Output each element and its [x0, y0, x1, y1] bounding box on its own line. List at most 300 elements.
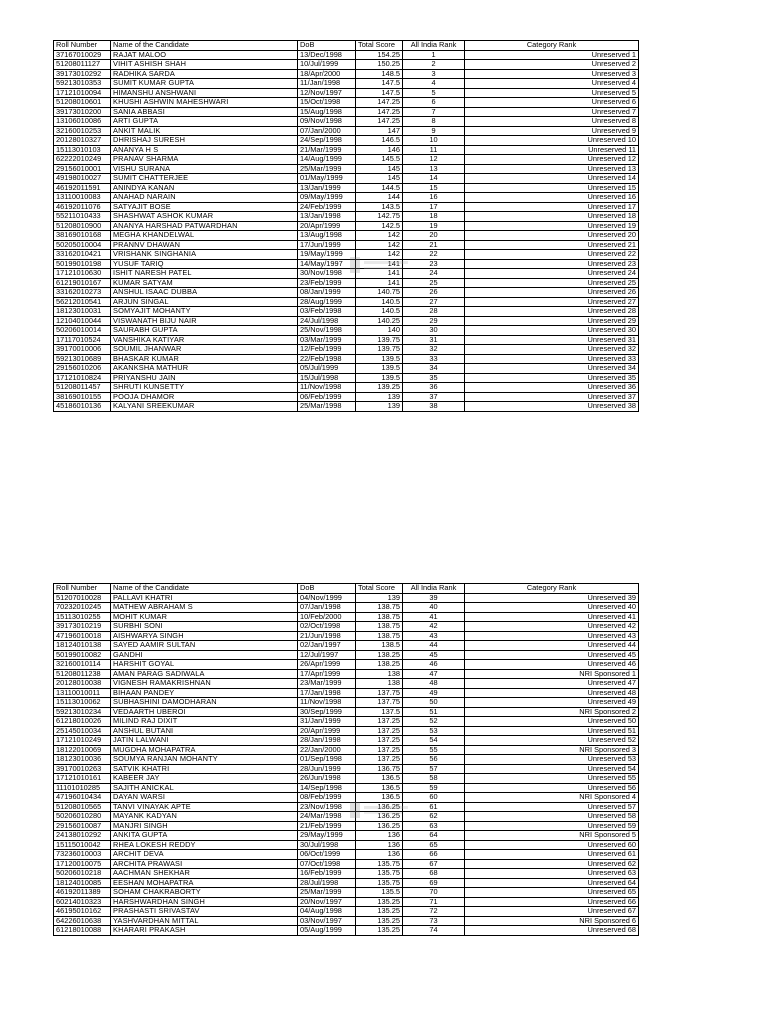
all-india-rank-cell: 13: [403, 164, 465, 174]
roll-number-cell: 37167010029: [54, 50, 111, 60]
dob-cell: 06/Oct/1999: [298, 850, 356, 860]
all-india-rank-cell: 28: [403, 307, 465, 317]
candidate-name-cell: MOHIT KUMAR: [111, 612, 298, 622]
roll-number-cell: 17121010249: [54, 736, 111, 746]
all-india-rank-cell: 11: [403, 145, 465, 155]
table-row: [54, 888, 639, 898]
total-score-cell: 148.5: [356, 69, 403, 79]
all-india-rank-cell: 58: [403, 774, 465, 784]
category-rank-cell: Unreserved 60: [465, 840, 639, 850]
table-row: [54, 88, 639, 98]
total-score-cell: 139.5: [356, 364, 403, 374]
table-row: [54, 364, 639, 374]
candidate-name-cell: VISHU SURANA: [111, 164, 298, 174]
category-rank-cell: Unreserved 42: [465, 622, 639, 632]
all-india-rank-cell: 68: [403, 869, 465, 879]
total-score-cell: 136: [356, 831, 403, 841]
header-total-score: Total Score: [356, 584, 403, 594]
dob-cell: 13/Jan/1999: [298, 183, 356, 193]
roll-number-cell: 61218010088: [54, 926, 111, 936]
total-score-cell: 135.75: [356, 869, 403, 879]
table-row: [54, 183, 639, 193]
category-rank-cell: Unreserved 36: [465, 383, 639, 393]
all-india-rank-cell: 63: [403, 821, 465, 831]
category-rank-cell: Unreserved 24: [465, 269, 639, 279]
dob-cell: 28/Jan/1998: [298, 736, 356, 746]
category-rank-cell: Unreserved 18: [465, 212, 639, 222]
category-rank-cell: Unreserved 6: [465, 98, 639, 108]
table-row: [54, 250, 639, 260]
category-rank-cell: Unreserved 56: [465, 783, 639, 793]
roll-number-cell: 15113010103: [54, 145, 111, 155]
table-row: [54, 117, 639, 127]
roll-number-cell: 15113010062: [54, 698, 111, 708]
table-row: [54, 326, 639, 336]
category-rank-cell: Unreserved 61: [465, 850, 639, 860]
total-score-cell: 136: [356, 850, 403, 860]
all-india-rank-cell: 36: [403, 383, 465, 393]
dob-cell: 03/Mar/1999: [298, 335, 356, 345]
all-india-rank-cell: 62: [403, 812, 465, 822]
table-row: [54, 392, 639, 402]
table-row: [54, 878, 639, 888]
roll-number-cell: 46192011591: [54, 183, 111, 193]
category-rank-cell: Unreserved 7: [465, 107, 639, 117]
total-score-cell: 136.25: [356, 821, 403, 831]
candidate-name-cell: TANVI VINAYAK APTE: [111, 802, 298, 812]
candidate-name-cell: VISWANATH BIJU NAIR: [111, 316, 298, 326]
table-row: [54, 726, 639, 736]
total-score-cell: 135.25: [356, 916, 403, 926]
candidate-name-cell: SOHAM CHAKRABORTY: [111, 888, 298, 898]
all-india-rank-cell: 4: [403, 79, 465, 89]
dob-cell: 10/Feb/2000: [298, 612, 356, 622]
all-india-rank-cell: 74: [403, 926, 465, 936]
category-rank-cell: Unreserved 23: [465, 259, 639, 269]
total-score-cell: 139.25: [356, 383, 403, 393]
roll-number-cell: 13110010083: [54, 193, 111, 203]
roll-number-cell: 50206010014: [54, 326, 111, 336]
roll-number-cell: 59213010234: [54, 707, 111, 717]
roll-number-cell: 38169010168: [54, 231, 111, 241]
candidate-name-cell: SURBHI SONI: [111, 622, 298, 632]
roll-number-cell: 70232010245: [54, 603, 111, 613]
all-india-rank-cell: 57: [403, 764, 465, 774]
table-row: [54, 193, 639, 203]
roll-number-cell: 17121010824: [54, 373, 111, 383]
roll-number-cell: 51208010565: [54, 802, 111, 812]
all-india-rank-cell: 66: [403, 850, 465, 860]
candidate-name-cell: ARJUN SINGAL: [111, 297, 298, 307]
category-rank-cell: Unreserved 39: [465, 593, 639, 603]
header-row: [54, 584, 639, 594]
category-rank-cell: Unreserved 51: [465, 726, 639, 736]
total-score-cell: 137.25: [356, 745, 403, 755]
table-row: [54, 755, 639, 765]
total-score-cell: 136.5: [356, 774, 403, 784]
roll-number-cell: 17117010524: [54, 335, 111, 345]
roll-number-cell: 59213010689: [54, 354, 111, 364]
candidate-name-cell: SAJITH ANICKAL: [111, 783, 298, 793]
all-india-rank-cell: 35: [403, 373, 465, 383]
dob-cell: 15/Aug/1998: [298, 107, 356, 117]
roll-number-cell: 61218010026: [54, 717, 111, 727]
total-score-cell: 154.25: [356, 50, 403, 60]
roll-number-cell: 38169010155: [54, 392, 111, 402]
category-rank-cell: Unreserved 19: [465, 221, 639, 231]
table-row: [54, 603, 639, 613]
total-score-cell: 136.75: [356, 764, 403, 774]
all-india-rank-cell: 70: [403, 888, 465, 898]
table-row: [54, 278, 639, 288]
roll-number-cell: 29156010206: [54, 364, 111, 374]
header-candidate-name: Name of the Candidate: [111, 41, 298, 51]
table-row: [54, 707, 639, 717]
table-row: [54, 240, 639, 250]
table-row: [54, 736, 639, 746]
roll-number-cell: 39170010263: [54, 764, 111, 774]
dob-cell: 24/Sep/1998: [298, 136, 356, 146]
total-score-cell: 135.5: [356, 888, 403, 898]
category-rank-cell: Unreserved 26: [465, 288, 639, 298]
dob-cell: 07/Oct/1998: [298, 859, 356, 869]
total-score-cell: 140: [356, 326, 403, 336]
candidate-name-cell: ANANYA HARSHAD PATWARDHAN: [111, 221, 298, 231]
all-india-rank-cell: 59: [403, 783, 465, 793]
table-row: [54, 107, 639, 117]
total-score-cell: 135.25: [356, 926, 403, 936]
dob-cell: 08/Feb/1999: [298, 793, 356, 803]
all-india-rank-cell: 69: [403, 878, 465, 888]
all-india-rank-cell: 18: [403, 212, 465, 222]
category-rank-cell: Unreserved 29: [465, 316, 639, 326]
total-score-cell: 137.75: [356, 688, 403, 698]
roll-number-cell: 51208010900: [54, 221, 111, 231]
category-rank-cell: Unreserved 28: [465, 307, 639, 317]
candidate-name-cell: SATVIK KHATRI: [111, 764, 298, 774]
candidate-name-cell: KUMAR SATYAM: [111, 278, 298, 288]
table-row: [54, 297, 639, 307]
roll-number-cell: 73236010003: [54, 850, 111, 860]
candidate-name-cell: PRANNV DHAWAN: [111, 240, 298, 250]
category-rank-cell: Unreserved 53: [465, 755, 639, 765]
category-rank-cell: Unreserved 20: [465, 231, 639, 241]
table-row: [54, 98, 639, 108]
total-score-cell: 135.25: [356, 897, 403, 907]
table-row: [54, 869, 639, 879]
candidate-name-cell: SUMIT CHATTERJEE: [111, 174, 298, 184]
dob-cell: 02/Jan/1997: [298, 641, 356, 651]
total-score-cell: 135.25: [356, 907, 403, 917]
dob-cell: 29/May/1999: [298, 831, 356, 841]
table-row: [54, 812, 639, 822]
total-score-cell: 138: [356, 679, 403, 689]
table-row: [54, 345, 639, 355]
all-india-rank-cell: 50: [403, 698, 465, 708]
category-rank-cell: Unreserved 2: [465, 60, 639, 70]
roll-number-cell: 62222010249: [54, 155, 111, 165]
all-india-rank-cell: 23: [403, 259, 465, 269]
candidate-name-cell: ANKITA GUPTA: [111, 831, 298, 841]
total-score-cell: 142: [356, 240, 403, 250]
roll-number-cell: 18124010138: [54, 641, 111, 651]
table-row: [54, 79, 639, 89]
table-row: [54, 764, 639, 774]
category-rank-cell: Unreserved 48: [465, 688, 639, 698]
category-rank-cell: Unreserved 30: [465, 326, 639, 336]
roll-number-cell: 18123010036: [54, 755, 111, 765]
roll-number-cell: 18124010085: [54, 878, 111, 888]
dob-cell: 14/Sep/1998: [298, 783, 356, 793]
table-row: [54, 641, 639, 651]
candidate-name-cell: MUGDHA MOHAPATRA: [111, 745, 298, 755]
all-india-rank-cell: 9: [403, 126, 465, 136]
category-rank-cell: Unreserved 52: [465, 736, 639, 746]
category-rank-cell: Unreserved 41: [465, 612, 639, 622]
category-rank-cell: Unreserved 40: [465, 603, 639, 613]
dob-cell: 08/Jan/1999: [298, 288, 356, 298]
roll-number-cell: 59213010353: [54, 79, 111, 89]
table-row: [54, 859, 639, 869]
table-row: [54, 907, 639, 917]
candidate-name-cell: ARCHITA PRAWASI: [111, 859, 298, 869]
dob-cell: 25/Mar/1999: [298, 164, 356, 174]
total-score-cell: 139: [356, 593, 403, 603]
category-rank-cell: Unreserved 32: [465, 345, 639, 355]
dob-cell: 30/Nov/1998: [298, 269, 356, 279]
all-india-rank-cell: 6: [403, 98, 465, 108]
roll-number-cell: 39173010292: [54, 69, 111, 79]
candidate-name-cell: AACHMAN SHEKHAR: [111, 869, 298, 879]
total-score-cell: 137.25: [356, 755, 403, 765]
total-score-cell: 139: [356, 392, 403, 402]
total-score-cell: 138.5: [356, 641, 403, 651]
dob-cell: 14/May/1997: [298, 259, 356, 269]
category-rank-cell: NRI Sponsored 5: [465, 831, 639, 841]
total-score-cell: 138: [356, 669, 403, 679]
dob-cell: 11/Nov/1998: [298, 698, 356, 708]
all-india-rank-cell: 61: [403, 802, 465, 812]
all-india-rank-cell: 42: [403, 622, 465, 632]
all-india-rank-cell: 34: [403, 364, 465, 374]
table-row: [54, 802, 639, 812]
dob-cell: 01/May/1999: [298, 174, 356, 184]
header-category-rank: Category Rank: [465, 41, 639, 51]
dob-cell: 19/May/1999: [298, 250, 356, 260]
category-rank-cell: Unreserved 11: [465, 145, 639, 155]
candidate-name-cell: POOJA DHAMOR: [111, 392, 298, 402]
category-rank-cell: Unreserved 55: [465, 774, 639, 784]
candidate-name-cell: PRASHASTI SRIVASTAV: [111, 907, 298, 917]
table-row: [54, 622, 639, 632]
roll-number-cell: 20128010038: [54, 679, 111, 689]
category-rank-cell: Unreserved 5: [465, 88, 639, 98]
category-rank-cell: Unreserved 68: [465, 926, 639, 936]
all-india-rank-cell: 27: [403, 297, 465, 307]
candidate-name-cell: SOUMYA RANJAN MOHANTY: [111, 755, 298, 765]
dob-cell: 28/Jun/1999: [298, 764, 356, 774]
dob-cell: 25/Nov/1998: [298, 326, 356, 336]
total-score-cell: 147.5: [356, 79, 403, 89]
dob-cell: 21/Mar/1999: [298, 145, 356, 155]
dob-cell: 28/Aug/1999: [298, 297, 356, 307]
roll-number-cell: 46192011389: [54, 888, 111, 898]
header-all-india-rank: All India Rank: [403, 584, 465, 594]
total-score-cell: 147.25: [356, 107, 403, 117]
total-score-cell: 141: [356, 278, 403, 288]
all-india-rank-cell: 30: [403, 326, 465, 336]
roll-number-cell: 60214010323: [54, 897, 111, 907]
total-score-cell: 137.25: [356, 717, 403, 727]
roll-number-cell: 61219010167: [54, 278, 111, 288]
dob-cell: 20/Nov/1997: [298, 897, 356, 907]
table-row: [54, 402, 639, 412]
table-row: [54, 373, 639, 383]
roll-number-cell: 29156010001: [54, 164, 111, 174]
table-row: [54, 383, 639, 393]
dob-cell: 24/Jul/1998: [298, 316, 356, 326]
total-score-cell: 137.75: [356, 698, 403, 708]
candidate-name-cell: YASHVARDHAN MITTAL: [111, 916, 298, 926]
candidate-name-cell: BIHAAN PANDEY: [111, 688, 298, 698]
header-total-score: Total Score: [356, 41, 403, 51]
table-row: [54, 145, 639, 155]
roll-number-cell: 50205010004: [54, 240, 111, 250]
dob-cell: 23/Nov/1998: [298, 802, 356, 812]
candidate-name-cell: HARSHIT GOYAL: [111, 660, 298, 670]
category-rank-cell: Unreserved 21: [465, 240, 639, 250]
candidate-name-cell: MILIND RAJ DIXIT: [111, 717, 298, 727]
all-india-rank-cell: 56: [403, 755, 465, 765]
category-rank-cell: Unreserved 64: [465, 878, 639, 888]
total-score-cell: 141: [356, 259, 403, 269]
dob-cell: 15/Jul/1998: [298, 373, 356, 383]
table-row: [54, 69, 639, 79]
total-score-cell: 145: [356, 164, 403, 174]
all-india-rank-cell: 33: [403, 354, 465, 364]
roll-number-cell: 18123010031: [54, 307, 111, 317]
table-row: [54, 688, 639, 698]
candidate-name-cell: JATIN LALWANI: [111, 736, 298, 746]
candidate-name-cell: KHUSHI ASHWIN MAHESHWARI: [111, 98, 298, 108]
dob-cell: 11/Jan/1998: [298, 79, 356, 89]
roll-number-cell: 11101010285: [54, 783, 111, 793]
category-rank-cell: Unreserved 50: [465, 717, 639, 727]
header-row: [54, 41, 639, 51]
table-row: [54, 669, 639, 679]
total-score-cell: 144: [356, 193, 403, 203]
table-row: [54, 316, 639, 326]
dob-cell: 26/Jun/1998: [298, 774, 356, 784]
candidate-name-cell: AKANKSHA MATHUR: [111, 364, 298, 374]
dob-cell: 14/Aug/1999: [298, 155, 356, 165]
category-rank-cell: Unreserved 45: [465, 650, 639, 660]
roll-number-cell: 17121010630: [54, 269, 111, 279]
total-score-cell: 146.5: [356, 136, 403, 146]
all-india-rank-cell: 55: [403, 745, 465, 755]
candidate-name-cell: SHASHWAT ASHOK KUMAR: [111, 212, 298, 222]
candidate-name-cell: VIHIT ASHISH SHAH: [111, 60, 298, 70]
candidate-name-cell: SUMIT KUMAR GUPTA: [111, 79, 298, 89]
total-score-cell: 137.5: [356, 707, 403, 717]
table-row: [54, 288, 639, 298]
dob-cell: 30/Jul/1998: [298, 840, 356, 850]
total-score-cell: 138.25: [356, 660, 403, 670]
category-rank-cell: Unreserved 1: [465, 50, 639, 60]
table-row: [54, 164, 639, 174]
roll-number-cell: 24138010292: [54, 831, 111, 841]
total-score-cell: 142: [356, 250, 403, 260]
dob-cell: 03/Nov/1997: [298, 916, 356, 926]
dob-cell: 26/Apr/1999: [298, 660, 356, 670]
total-score-cell: 138.25: [356, 650, 403, 660]
dob-cell: 21/Jun/1998: [298, 631, 356, 641]
category-rank-cell: Unreserved 10: [465, 136, 639, 146]
category-rank-cell: Unreserved 9: [465, 126, 639, 136]
dob-cell: 13/Aug/1998: [298, 231, 356, 241]
category-rank-cell: Unreserved 37: [465, 392, 639, 402]
category-rank-cell: Unreserved 35: [465, 373, 639, 383]
dob-cell: 05/Jul/1999: [298, 364, 356, 374]
candidate-name-cell: PRIYANSHU JAIN: [111, 373, 298, 383]
candidate-name-cell: RADHIKA SARDA: [111, 69, 298, 79]
all-india-rank-cell: 41: [403, 612, 465, 622]
candidate-name-cell: AISHWARYA SINGH: [111, 631, 298, 641]
category-rank-cell: Unreserved 57: [465, 802, 639, 812]
candidate-name-cell: MANJRI SINGH: [111, 821, 298, 831]
candidate-name-cell: PRANAV SHARMA: [111, 155, 298, 165]
dob-cell: 01/Sep/1998: [298, 755, 356, 765]
roll-number-cell: 47196010018: [54, 631, 111, 641]
dob-cell: 04/Aug/1998: [298, 907, 356, 917]
table-row: [54, 212, 639, 222]
all-india-rank-cell: 24: [403, 269, 465, 279]
category-rank-cell: Unreserved 63: [465, 869, 639, 879]
all-india-rank-cell: 67: [403, 859, 465, 869]
total-score-cell: 139.5: [356, 354, 403, 364]
roll-number-cell: 20128010327: [54, 136, 111, 146]
category-rank-cell: Unreserved 62: [465, 859, 639, 869]
candidate-name-cell: KALYANI SREEKUMAR: [111, 402, 298, 412]
candidate-name-cell: ANKIT MALIK: [111, 126, 298, 136]
category-rank-cell: Unreserved 3: [465, 69, 639, 79]
candidate-name-cell: ARCHIT DEVA: [111, 850, 298, 860]
dob-cell: 18/Apr/2000: [298, 69, 356, 79]
candidate-name-cell: ISHIT NARESH PATEL: [111, 269, 298, 279]
all-india-rank-cell: 65: [403, 840, 465, 850]
roll-number-cell: 46192011076: [54, 202, 111, 212]
category-rank-cell: Unreserved 33: [465, 354, 639, 364]
all-india-rank-cell: 71: [403, 897, 465, 907]
dob-cell: 17/Jan/1998: [298, 688, 356, 698]
table-row: [54, 612, 639, 622]
dob-cell: 23/Mar/1999: [298, 679, 356, 689]
total-score-cell: 147.25: [356, 98, 403, 108]
candidate-name-cell: VRISHANK SINGHANIA: [111, 250, 298, 260]
dob-cell: 03/Feb/1998: [298, 307, 356, 317]
category-rank-cell: Unreserved 66: [465, 897, 639, 907]
table-row: [54, 916, 639, 926]
candidate-name-cell: YUSUF TARIQ: [111, 259, 298, 269]
table-row: [54, 717, 639, 727]
table-row: [54, 821, 639, 831]
total-score-cell: 139.75: [356, 345, 403, 355]
all-india-rank-cell: 40: [403, 603, 465, 613]
roll-number-cell: 13106010086: [54, 117, 111, 127]
category-rank-cell: Unreserved 67: [465, 907, 639, 917]
all-india-rank-cell: 38: [403, 402, 465, 412]
roll-number-cell: 39173010200: [54, 107, 111, 117]
